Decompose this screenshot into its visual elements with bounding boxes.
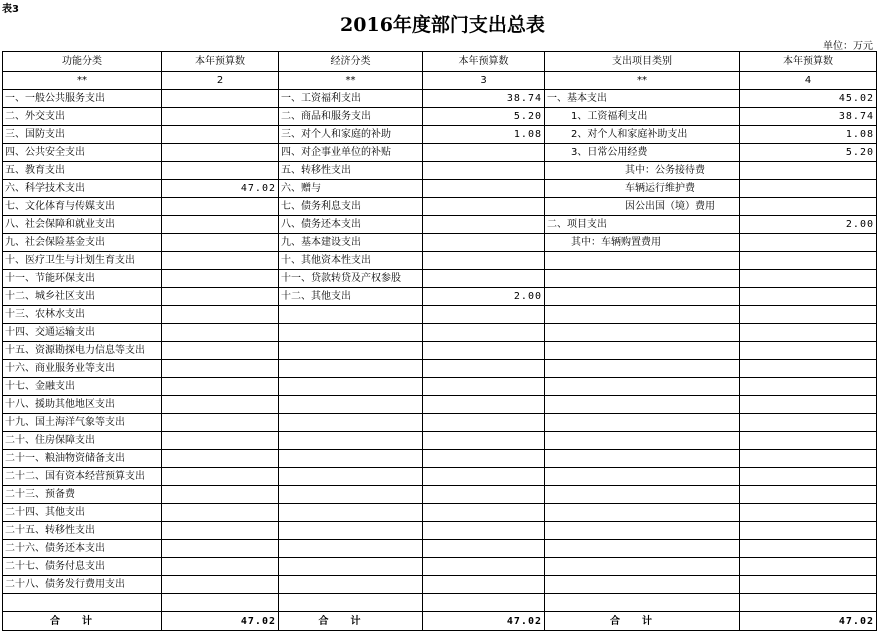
econ-class-cell: 九、基本建设支出 [279, 234, 423, 252]
func-class-cell: 二十七、债务付息支出 [3, 558, 162, 576]
page-title: 2016年度部门支出总表 [340, 14, 545, 36]
econ-budget-cell [423, 414, 545, 432]
table-row [3, 594, 877, 612]
item-class-cell: 3、日常公用经费 [545, 144, 740, 162]
func-class-cell: 十九、国土海洋气象等支出 [3, 414, 162, 432]
func-budget-cell [162, 252, 279, 270]
item-class-cell: 其中：公务接待费 [545, 162, 740, 180]
econ-class-cell [279, 594, 423, 612]
item-budget-cell [740, 180, 877, 198]
func-class-cell: 一、一般公共服务支出 [3, 90, 162, 108]
item-class-cell [545, 396, 740, 414]
func-class-cell: 二、外交支出 [3, 108, 162, 126]
header-func-class: 功能分类 [3, 52, 162, 72]
item-class-cell [545, 432, 740, 450]
econ-class-cell [279, 360, 423, 378]
subheader-cell: ** [545, 72, 740, 90]
item-budget-cell [740, 252, 877, 270]
econ-class-cell [279, 522, 423, 540]
func-class-cell: 二十一、粮油物资储备支出 [3, 450, 162, 468]
func-class-cell: 五、教育支出 [3, 162, 162, 180]
econ-budget-cell: 2.00 [423, 288, 545, 306]
econ-class-cell [279, 414, 423, 432]
header-item-class: 支出项目类别 [545, 52, 740, 72]
func-class-cell: 十、医疗卫生与计划生育支出 [3, 252, 162, 270]
func-budget-cell [162, 558, 279, 576]
func-class-cell: 七、文化体育与传媒支出 [3, 198, 162, 216]
total-label: 合计 [279, 612, 423, 631]
econ-class-cell [279, 540, 423, 558]
func-budget-cell [162, 234, 279, 252]
econ-class-cell [279, 486, 423, 504]
econ-budget-cell [423, 162, 545, 180]
table-row [3, 126, 877, 144]
func-class-cell: 九、社会保险基金支出 [3, 234, 162, 252]
econ-class-cell [279, 324, 423, 342]
func-budget-cell [162, 162, 279, 180]
econ-budget-cell [423, 486, 545, 504]
econ-budget-cell [423, 216, 545, 234]
econ-class-cell: 二、商品和服务支出 [279, 108, 423, 126]
item-budget-cell [740, 450, 877, 468]
item-class-cell [545, 450, 740, 468]
total-value: 47.02 [740, 612, 877, 631]
func-budget-cell [162, 396, 279, 414]
header-budget: 本年预算数 [162, 52, 279, 72]
item-budget-cell: 5.20 [740, 144, 877, 162]
func-budget-cell [162, 360, 279, 378]
func-budget-cell [162, 468, 279, 486]
header-budget-2: 本年预算数 [423, 52, 545, 72]
func-budget-cell [162, 90, 279, 108]
table-row [3, 144, 877, 162]
econ-budget-cell [423, 522, 545, 540]
func-class-cell: 十八、援助其他地区支出 [3, 396, 162, 414]
table-row [3, 90, 877, 108]
econ-class-cell [279, 306, 423, 324]
func-class-cell: 十七、金融支出 [3, 378, 162, 396]
econ-class-cell: 十一、贷款转贷及产权参股 [279, 270, 423, 288]
econ-budget-cell [423, 360, 545, 378]
func-class-cell: 八、社会保障和就业支出 [3, 216, 162, 234]
func-budget-cell [162, 576, 279, 594]
item-budget-cell [740, 234, 877, 252]
table-row [3, 378, 877, 396]
table-row [3, 450, 877, 468]
econ-budget-cell [423, 576, 545, 594]
item-class-cell [545, 270, 740, 288]
func-class-cell: 二十、住房保障支出 [3, 432, 162, 450]
item-class-cell [545, 414, 740, 432]
func-class-cell: 二十六、债务还本支出 [3, 540, 162, 558]
item-budget-cell [740, 378, 877, 396]
table-row [3, 468, 877, 486]
item-budget-cell [740, 198, 877, 216]
econ-class-cell [279, 432, 423, 450]
table-row [3, 162, 877, 180]
func-budget-cell [162, 126, 279, 144]
item-class-cell [545, 288, 740, 306]
econ-class-cell [279, 450, 423, 468]
item-class-cell: 因公出国（境）费用 [545, 198, 740, 216]
func-class-cell: 二十五、转移性支出 [3, 522, 162, 540]
econ-budget-cell [423, 432, 545, 450]
item-class-cell [545, 324, 740, 342]
econ-budget-cell: 5.20 [423, 108, 545, 126]
item-class-cell [545, 468, 740, 486]
func-budget-cell [162, 198, 279, 216]
econ-budget-cell: 1.08 [423, 126, 545, 144]
econ-budget-cell [423, 396, 545, 414]
econ-class-cell: 四、对企事业单位的补贴 [279, 144, 423, 162]
econ-class-cell: 六、赠与 [279, 180, 423, 198]
func-class-cell: 十四、交通运输支出 [3, 324, 162, 342]
econ-budget-cell [423, 342, 545, 360]
econ-class-cell [279, 468, 423, 486]
table-row [3, 396, 877, 414]
func-budget-cell [162, 540, 279, 558]
econ-class-cell [279, 504, 423, 522]
func-budget-cell [162, 378, 279, 396]
table-row [3, 522, 877, 540]
total-label: 合计 [3, 612, 162, 631]
header-row [3, 52, 877, 72]
func-budget-cell [162, 324, 279, 342]
econ-budget-cell [423, 306, 545, 324]
item-class-cell [545, 540, 740, 558]
item-class-cell: 其中：车辆购置费用 [545, 234, 740, 252]
econ-class-cell: 十二、其他支出 [279, 288, 423, 306]
func-class-cell: 六、科学技术支出 [3, 180, 162, 198]
econ-budget-cell: 38.74 [423, 90, 545, 108]
table-row [3, 576, 877, 594]
total-row [3, 612, 877, 631]
func-class-cell: 十六、商业服务业等支出 [3, 360, 162, 378]
func-budget-cell [162, 504, 279, 522]
econ-class-cell: 五、转移性支出 [279, 162, 423, 180]
item-budget-cell [740, 540, 877, 558]
func-budget-cell [162, 486, 279, 504]
econ-budget-cell [423, 468, 545, 486]
item-class-cell [545, 378, 740, 396]
econ-budget-cell [423, 450, 545, 468]
func-budget-cell [162, 306, 279, 324]
item-budget-cell [740, 360, 877, 378]
header-budget-3: 本年预算数 [740, 52, 877, 72]
item-budget-cell [740, 306, 877, 324]
subheader-row [3, 72, 877, 90]
header-econ-class: 经济分类 [279, 52, 423, 72]
func-class-cell: 二十四、其他支出 [3, 504, 162, 522]
table-row [3, 558, 877, 576]
subheader-cell: 3 [423, 72, 545, 90]
item-budget-cell: 38.74 [740, 108, 877, 126]
total-value: 47.02 [162, 612, 279, 631]
item-class-cell: 车辆运行维护费 [545, 180, 740, 198]
table-row [3, 198, 877, 216]
func-budget-cell [162, 108, 279, 126]
econ-class-cell: 七、债务利息支出 [279, 198, 423, 216]
item-budget-cell [740, 288, 877, 306]
subheader-cell: ** [3, 72, 162, 90]
econ-budget-cell [423, 144, 545, 162]
item-budget-cell: 2.00 [740, 216, 877, 234]
func-class-cell: 十二、城乡社区支出 [3, 288, 162, 306]
expenditure-table [2, 51, 877, 631]
func-budget-cell [162, 270, 279, 288]
item-budget-cell [740, 558, 877, 576]
item-budget-cell: 1.08 [740, 126, 877, 144]
subheader-cell: 2 [162, 72, 279, 90]
func-budget-cell: 47.02 [162, 180, 279, 198]
item-budget-cell [740, 594, 877, 612]
econ-budget-cell [423, 234, 545, 252]
func-budget-cell [162, 216, 279, 234]
func-class-cell: 四、公共安全支出 [3, 144, 162, 162]
func-class-cell: 二十八、债务发行费用支出 [3, 576, 162, 594]
table-row [3, 342, 877, 360]
table-row [3, 108, 877, 126]
item-class-cell [545, 342, 740, 360]
econ-budget-cell [423, 378, 545, 396]
item-budget-cell [740, 324, 877, 342]
item-budget-cell: 45.02 [740, 90, 877, 108]
func-budget-cell [162, 594, 279, 612]
econ-budget-cell [423, 558, 545, 576]
item-class-cell: 一、基本支出 [545, 90, 740, 108]
item-class-cell [545, 504, 740, 522]
func-budget-cell [162, 144, 279, 162]
func-class-cell [3, 594, 162, 612]
item-budget-cell [740, 468, 877, 486]
econ-class-cell [279, 576, 423, 594]
econ-budget-cell [423, 252, 545, 270]
item-class-cell [545, 558, 740, 576]
item-budget-cell [740, 432, 877, 450]
econ-class-cell [279, 378, 423, 396]
item-budget-cell [740, 486, 877, 504]
econ-class-cell: 十、其他资本性支出 [279, 252, 423, 270]
table-row [3, 306, 877, 324]
table-row [3, 180, 877, 198]
econ-budget-cell [423, 504, 545, 522]
table-row [3, 414, 877, 432]
econ-class-cell: 三、对个人和家庭的补助 [279, 126, 423, 144]
subheader-cell: ** [279, 72, 423, 90]
econ-class-cell: 一、工资福利支出 [279, 90, 423, 108]
table-row [3, 360, 877, 378]
table-row [3, 324, 877, 342]
item-class-cell [545, 594, 740, 612]
table-tag: 表3 [2, 4, 19, 15]
item-class-cell [545, 252, 740, 270]
func-budget-cell [162, 522, 279, 540]
total-label: 合计 [545, 612, 740, 631]
econ-class-cell [279, 342, 423, 360]
item-class-cell: 1、工资福利支出 [545, 108, 740, 126]
table-row [3, 486, 877, 504]
func-class-cell: 二十二、国有资本经营预算支出 [3, 468, 162, 486]
func-budget-cell [162, 432, 279, 450]
item-class-cell [545, 360, 740, 378]
item-class-cell [545, 522, 740, 540]
item-budget-cell [740, 342, 877, 360]
func-class-cell: 十一、节能环保支出 [3, 270, 162, 288]
item-budget-cell [740, 576, 877, 594]
func-budget-cell [162, 450, 279, 468]
table-row [3, 504, 877, 522]
econ-budget-cell [423, 198, 545, 216]
func-class-cell: 十五、资源勘探电力信息等支出 [3, 342, 162, 360]
table-row [3, 540, 877, 558]
item-budget-cell [740, 522, 877, 540]
func-class-cell: 二十三、预备费 [3, 486, 162, 504]
unit-label: 单位：万元 [823, 41, 873, 52]
econ-budget-cell [423, 324, 545, 342]
econ-budget-cell [423, 540, 545, 558]
econ-budget-cell [423, 270, 545, 288]
table-row [3, 288, 877, 306]
table-row [3, 216, 877, 234]
econ-class-cell [279, 396, 423, 414]
func-budget-cell [162, 414, 279, 432]
item-class-cell [545, 576, 740, 594]
item-budget-cell [740, 162, 877, 180]
func-budget-cell [162, 288, 279, 306]
subheader-cell: 4 [740, 72, 877, 90]
table-row [3, 432, 877, 450]
item-class-cell: 2、对个人和家庭补助支出 [545, 126, 740, 144]
table-row [3, 252, 877, 270]
total-value: 47.02 [423, 612, 545, 631]
econ-budget-cell [423, 594, 545, 612]
func-class-cell: 十三、农林水支出 [3, 306, 162, 324]
item-class-cell [545, 306, 740, 324]
func-class-cell: 三、国防支出 [3, 126, 162, 144]
econ-class-cell [279, 558, 423, 576]
econ-budget-cell [423, 180, 545, 198]
item-budget-cell [740, 414, 877, 432]
table-row [3, 234, 877, 252]
func-budget-cell [162, 342, 279, 360]
item-budget-cell [740, 396, 877, 414]
item-class-cell [545, 486, 740, 504]
item-class-cell: 二、项目支出 [545, 216, 740, 234]
item-budget-cell [740, 504, 877, 522]
table-row [3, 270, 877, 288]
item-budget-cell [740, 270, 877, 288]
econ-class-cell: 八、债务还本支出 [279, 216, 423, 234]
